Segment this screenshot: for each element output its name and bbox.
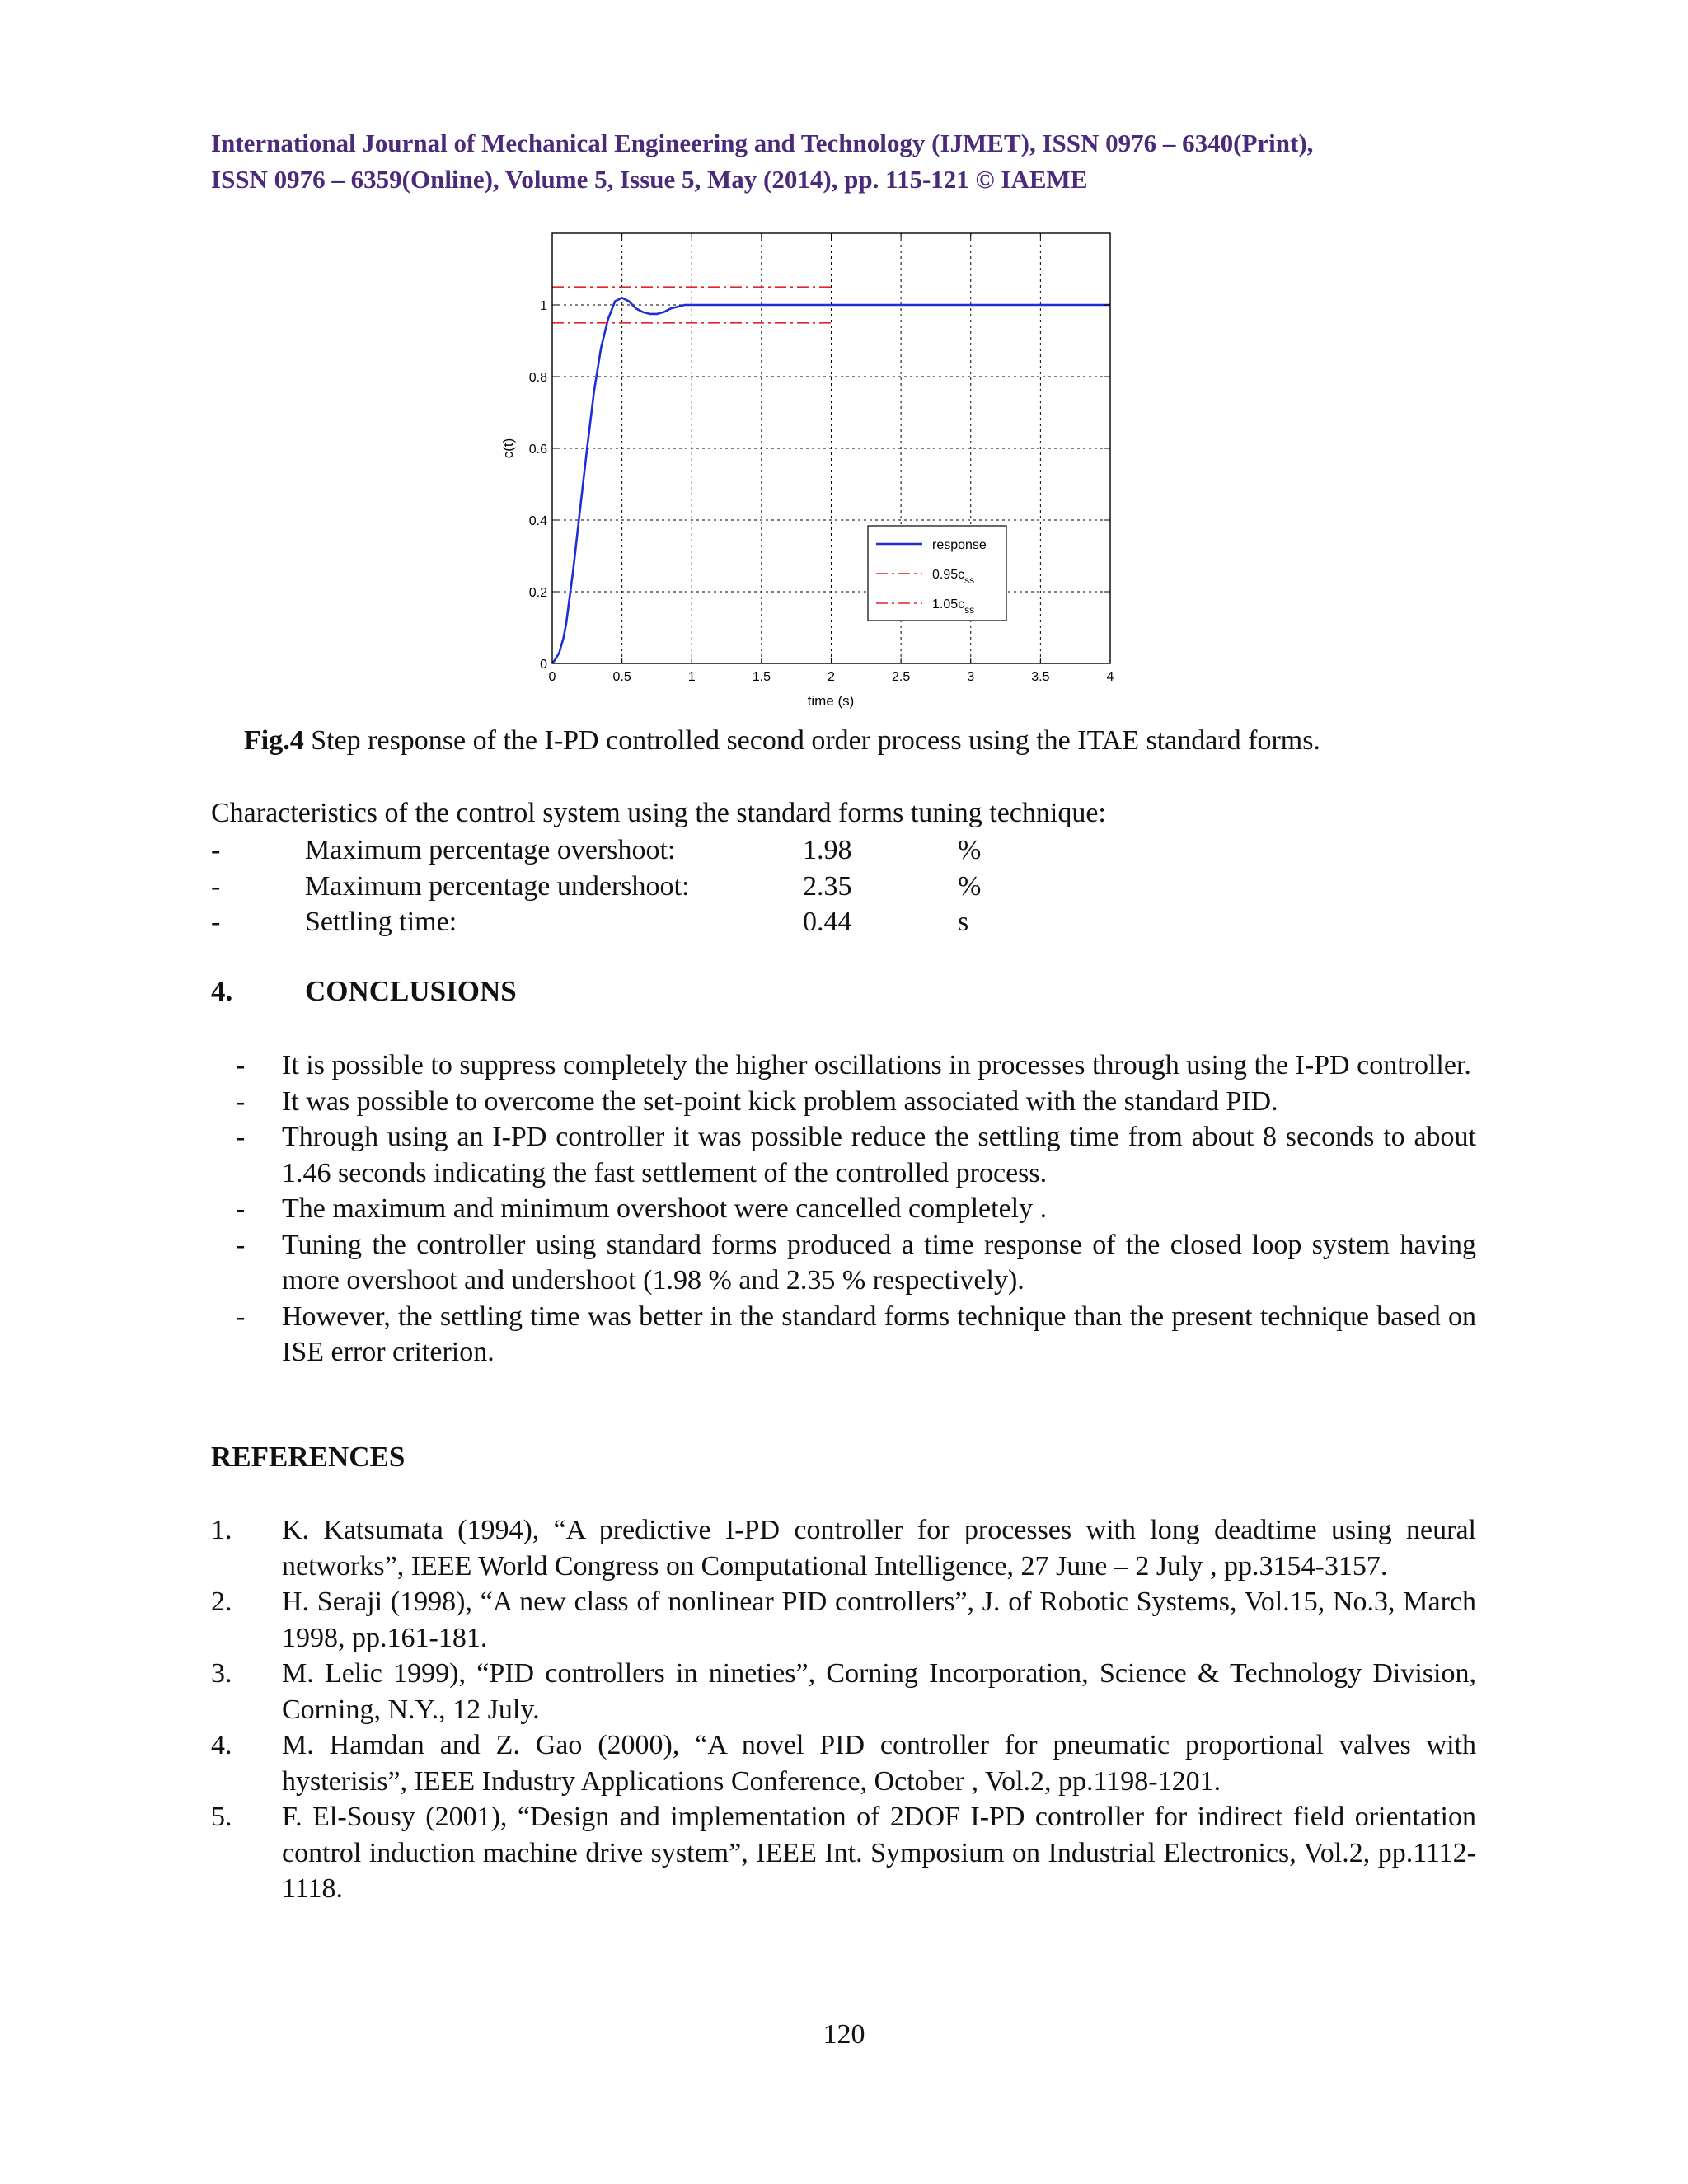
conclusion-text: Tuning the controller using standard forms produced a time response of the closed loop system having more overshoot and undershoot (1.98 % and 2.35 % respectively). [282,1229,1476,1296]
chart-legend [868,526,1006,621]
chart-grid [552,233,1110,663]
legend-label: $0.95c_{ss}$ [932,568,975,586]
x-tick-label: 0.5 [612,670,631,684]
reference-item [211,1656,1476,1727]
characteristic-label: Maximum percentage undershoot: [305,870,690,902]
chart-y-label: c(t) [500,438,516,459]
reference-text: M. Lelic 1999), “PID controllers in nineties”, Corning Incorporation, Science & Technology Division, Corning, N.Y., 12 July. [282,1658,1476,1725]
chart-x-label: time (s) [807,693,855,709]
conclusion-item: - It was possible to overcome the set-point kick problem associated with the standard PID. [236,1085,1278,1117]
conclusion-text: Through using an I-PD controller it was possible reduce the settling time from about 8 seconds to about 1.46 seconds indicating the fast settlement of the controlled process. [282,1122,1476,1188]
conclusion-item: - Tuning the controller using standard forms produced a time response of the closed loop system having more overshoot and undershoot (1.98 % and 2.35 % respectively). [236,1229,1476,1296]
y-tick-label: 0.8 [528,371,547,385]
reference-number: 4. [211,1730,232,1760]
y-tick-label: 1 [540,299,547,313]
y-tick-label: 0.6 [528,443,547,457]
characteristic-unit: % [958,835,982,865]
characteristic-value: 1.98 [803,835,852,865]
x-tick-label: 2.5 [892,670,911,684]
reference-number: 1. [211,1515,232,1545]
conclusion-text: The maximum and minimum overshoot were cancelled completely . [282,1193,1048,1224]
characteristic-value: 0.44 [803,907,852,937]
header-line-2: ISSN 0976 – 6359(Online), Volume 5, Issue 5, May (2014), pp. 115-121 © IAEME [211,165,1088,194]
characteristic-unit: % [958,870,982,902]
characteristic-unit: s [958,907,969,937]
conclusion-text: However, the settling time was better in the standard forms technique than the present technique based on ISE error criterion. [282,1301,1476,1367]
conclusion-text: It was possible to overcome the set-point kick problem associated with the standard PID. [282,1085,1278,1117]
x-tick-label: 0 [548,670,556,684]
x-tick-label: 2 [828,670,835,684]
characteristic-dash: - [211,870,221,902]
reference-item [211,1512,1476,1584]
reference-text: H. Seraji (1998), “A new class of nonlinear PID controllers”, J. of Robotic Systems, Vol.15, No.3, March 1998, pp.161-181. [282,1586,1476,1653]
y-tick-label: 0 [540,658,547,672]
reference-text: M. Hamdan and Z. Gao (2000), “A novel PID controller for pneumatic proportional valves with hysterisis”, IEEE Industry Applications Conference, October , Vol.2, pp.1198-1201. [282,1730,1476,1797]
conclusion-item: - However, the settling time was better in the standard forms technique than the present technique based on ISE error criterion. [236,1301,1476,1367]
step-response-chart [486,218,1129,713]
reference-item [211,1799,1476,1907]
header-line-1: International Journal of Mechanical Engineering and Technology (IJMET), ISSN 0976 – 6340(Print), [211,129,1314,157]
characteristic-dash: - [211,835,221,865]
legend-label: response [932,538,987,552]
characteristic-label: Maximum percentage overshoot: [305,835,676,865]
reference-number: 5. [211,1802,232,1832]
conclusions-list [211,1047,1476,1371]
y-tick-label: 0.2 [528,586,547,600]
reference-number: 2. [211,1586,232,1617]
figure-caption-text: Step response of the I-PD controlled second order process using the ITAE standard forms. [303,725,1320,756]
conclusion-text: It is possible to suppress completely the higher oscillations in processes through using the I-PD controller. [282,1050,1471,1080]
characteristic-label: Settling time: [305,907,457,937]
reference-item [211,1584,1476,1656]
section-number: 4. [211,975,233,1007]
y-tick-label: 0.4 [528,514,547,528]
journal-header [211,125,1480,198]
characteristic-dash: - [211,907,221,937]
figure-caption [244,725,1320,757]
legend-label: $1.05c_{ss}$ [932,598,975,616]
characteristics-intro: Characteristics of the control system using the standard forms tuning technique: [211,798,1106,828]
references-list [211,1512,1476,1907]
reference-item [211,1727,1476,1799]
reference-text: F. El-Sousy (2001), “Design and implementation of 2DOF I-PD controller for indirect field orientation control induction machine drive system”, IEEE Int. Symposium on Industrial Electronics, Vol.2, pp.1112-1118. [282,1802,1476,1904]
characteristic-value: 2.35 [803,870,852,902]
x-tick-label: 3 [967,670,975,684]
x-tick-label: 1.5 [752,670,771,684]
x-tick-label: 1 [687,670,696,684]
reference-text: K. Katsumata (1994), “A predictive I-PD controller for processes with long deadtime using neural networks”, IEEE World Congress on Computational Intelligence, 27 June – 2 July , pp.3154-3157. [282,1515,1476,1582]
x-tick-label: 3.5 [1031,670,1050,684]
section-title: CONCLUSIONS [305,975,517,1007]
x-tick-label: 4 [1106,670,1114,684]
page-number: 120 [823,2019,865,2050]
conclusion-item: - It is possible to suppress completely the higher oscillations in processes through using the I-PD controller. [236,1050,1471,1080]
conclusion-item: - The maximum and minimum overshoot were cancelled completely . [236,1193,1048,1224]
conclusion-item: - Through using an I-PD controller it was possible reduce the settling time from about 8 seconds to about 1.46 seconds indicating the fast settlement of the controlled process. [236,1122,1476,1188]
references-heading: REFERENCES [211,1441,406,1473]
figure-caption-label: Fig.4 [244,725,304,756]
reference-number: 3. [211,1658,232,1689]
